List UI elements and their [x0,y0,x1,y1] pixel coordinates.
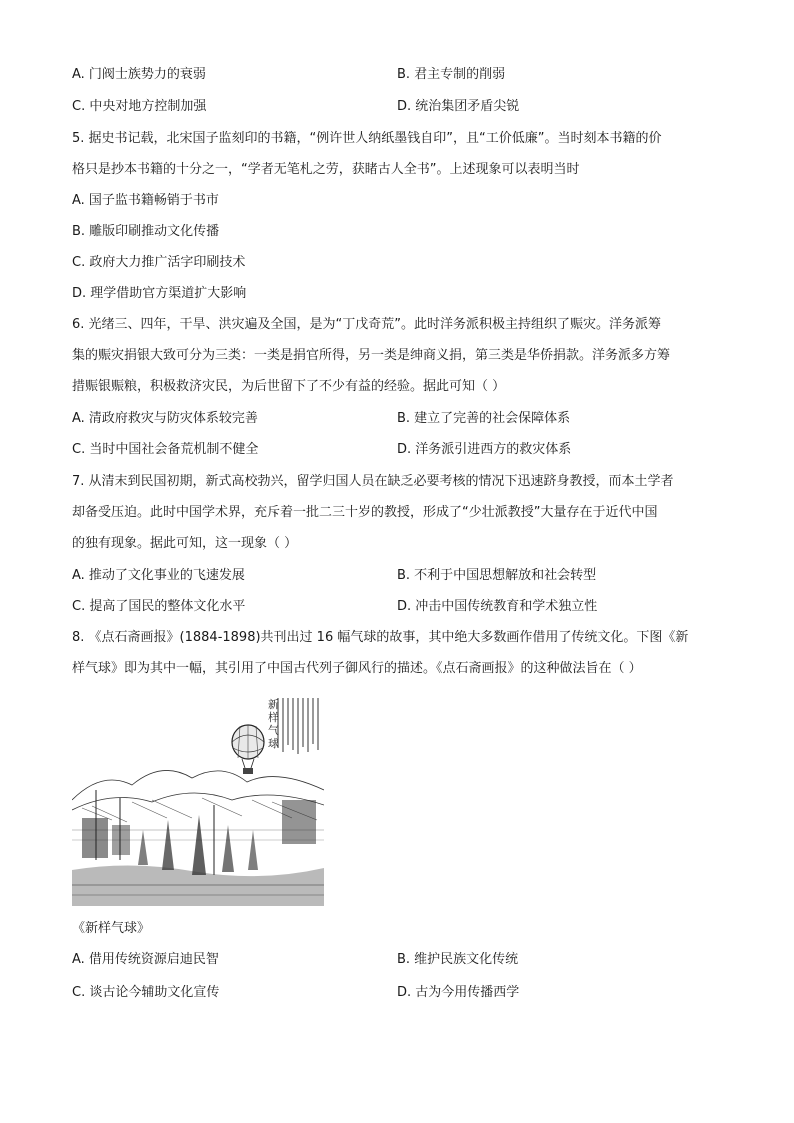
q5-stem-line-1: 5. 据史书记载，北宋国子监刻印的书籍，“例许世人纳纸墨钱自印”，且“工价低廉”。当时刻本书籍的价 [72,131,662,146]
q8-option-d: D. 古为今用传播西学 [397,985,520,1000]
q8-stem-line-2: 样气球》即为其中一幅，其引用了中国古代列子御风行的描述。《点石斋画报》的这种做法旨在（ ） [72,661,642,676]
q4-option-d: D. 统治集团矛盾尖锐 [397,99,520,114]
q4-option-c: C. 中央对地方控制加强 [72,99,207,114]
q5-option-d: D. 理学借助官方渠道扩大影响 [72,286,247,301]
engraving-title-glyph-1: 新样气球 [268,698,279,750]
q4-option-a: A. 门阀士族势力的衰弱 [72,67,206,82]
q8-stem-line-1: 8. 《点石斋画报》(1884-1898)共刊出过 16 幅气球的故事，其中绝大多数画作借用了传统文化。下图《新 [72,630,689,645]
q7-option-a: A. 推动了文化事业的飞速发展 [72,568,245,583]
q6-option-c: C. 当时中国社会备荒机制不健全 [72,442,259,457]
q6-option-a: A. 清政府救灾与防灾体系较完善 [72,411,258,426]
q7-stem-line-2: 却备受压迫。此时中国学术界，充斥着一批二三十岁的教授，形成了“少壮派教授”大量存在于近代中国 [72,505,658,520]
q7-option-b: B. 不利于中国思想解放和社会转型 [397,568,597,583]
q5-stem-line-2: 格只是抄本书籍的十分之一，“学者无笔札之劳，获睹古人全书”。上述现象可以表明当时 [72,162,580,177]
q6-stem-line-1: 6. 光绪三、四年，干旱、洪灾遍及全国，是为“丁戊奇荒”。此时洋务派积极主持组织了赈灾。洋务派筹 [72,317,662,332]
q6-stem-line-3: 措赈银赈粮，积极救济灾民，为后世留下了不少有益的经验。据此可知（ ） [72,379,506,394]
q5-option-b: B. 雕版印刷推动文化传播 [72,224,220,239]
q7-option-c: C. 提高了国民的整体文化水平 [72,599,246,614]
q7-stem-line-3: 的独有现象。据此可知，这一现象（ ） [72,536,298,551]
balloon-engraving-figure [72,690,324,906]
q6-stem-line-2: 集的赈灾捐银大致可分为三类：一类是捐官所得，另一类是绅商义捐，第三类是华侨捐款。洋务派多方筹 [72,348,671,363]
engraving-title [268,698,279,750]
q4-option-b: B. 君主专制的削弱 [397,67,506,82]
q7-option-d: D. 冲击中国传统教育和学术独立性 [397,599,598,614]
q6-option-b: B. 建立了完善的社会保障体系 [397,411,571,426]
q7-stem-line-1: 7. 从清末到民国初期，新式高校勃兴，留学归国人员在缺乏必要考核的情况下迅速跻身教授，而本土学者 [72,474,674,489]
q5-option-a: A. 国子监书籍畅销于书市 [72,193,219,208]
q8-option-c: C. 谈古论今辅助文化宣传 [72,985,220,1000]
balloon-engraving-illustration [72,690,324,906]
q5-option-c: C. 政府大力推广活字印刷技术 [72,255,246,270]
q8-option-a: A. 借用传统资源启迪民智 [72,952,219,967]
q8-option-b: B. 维护民族文化传统 [397,952,519,967]
q6-option-d: D. 洋务派引进西方的救灾体系 [397,442,572,457]
figure-caption: 《新样气球》 [72,921,151,936]
